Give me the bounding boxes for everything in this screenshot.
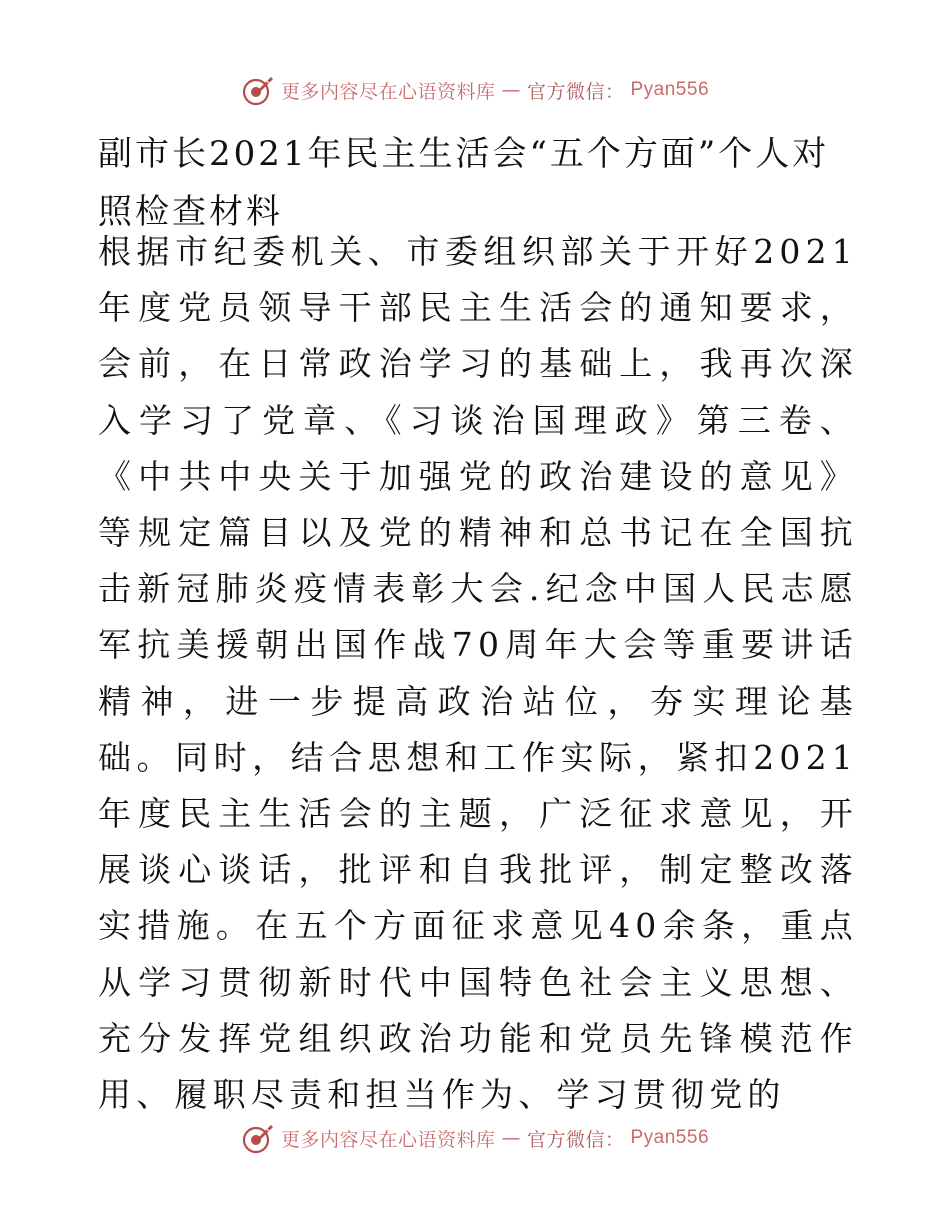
watermark-wechat-id: Pyan556 [630,79,710,100]
document-body-paragraph: 根据市纪委机关、市委组织部关于开好2021年度党员领导干部民主生活会的通知要求，会前，在日常政治学习的基础上，我再次深入学习了党章、《习谈治国理政》第三卷、《中共中央关于加强党的政治建设的意见》等规定篇目以及党的精神和总书记在全国抗击新冠肺炎疫情表彰大会.纪念中国人民志愿军抗美援朝出国作战70周年大会等重要讲话精神，进一步提高政治站位，夯实理论基础。同时，结合思想和工作实际，紧扣2021年度民主生活会的主题，广泛征求意见，开展谈心谈话，批评和自我批评，制定整改落实措施。在五个方面征求意见40余条，重点从学习贯彻新时代中国特色社会主义思想、充分发挥党组织政治功能和党员先锋模范作用、履职尽责和担当作为、学习贯彻党的 [98,232,858,1115]
watermark-dash: — [501,1127,521,1149]
watermark-main-text: 更多内容尽在心语资料库 [280,80,496,103]
watermark-wechat-id: Pyan556 [630,1127,710,1148]
document-title: 副市长2021年民主生活会“五个方面”个人对照检查材料 [98,134,830,232]
watermark-banner-top [0,70,950,110]
watermark-wechat-label: 官方微信： [526,1128,625,1151]
watermark-main-text: 更多内容尽在心语资料库 [280,1128,496,1151]
watermark-dash: — [501,79,521,101]
pen-nib-logo-icon [241,73,275,107]
watermark-wechat-label: 官方微信： [526,80,625,103]
pen-nib-logo-icon [241,1121,275,1155]
watermark-banner-bottom [0,1118,950,1158]
